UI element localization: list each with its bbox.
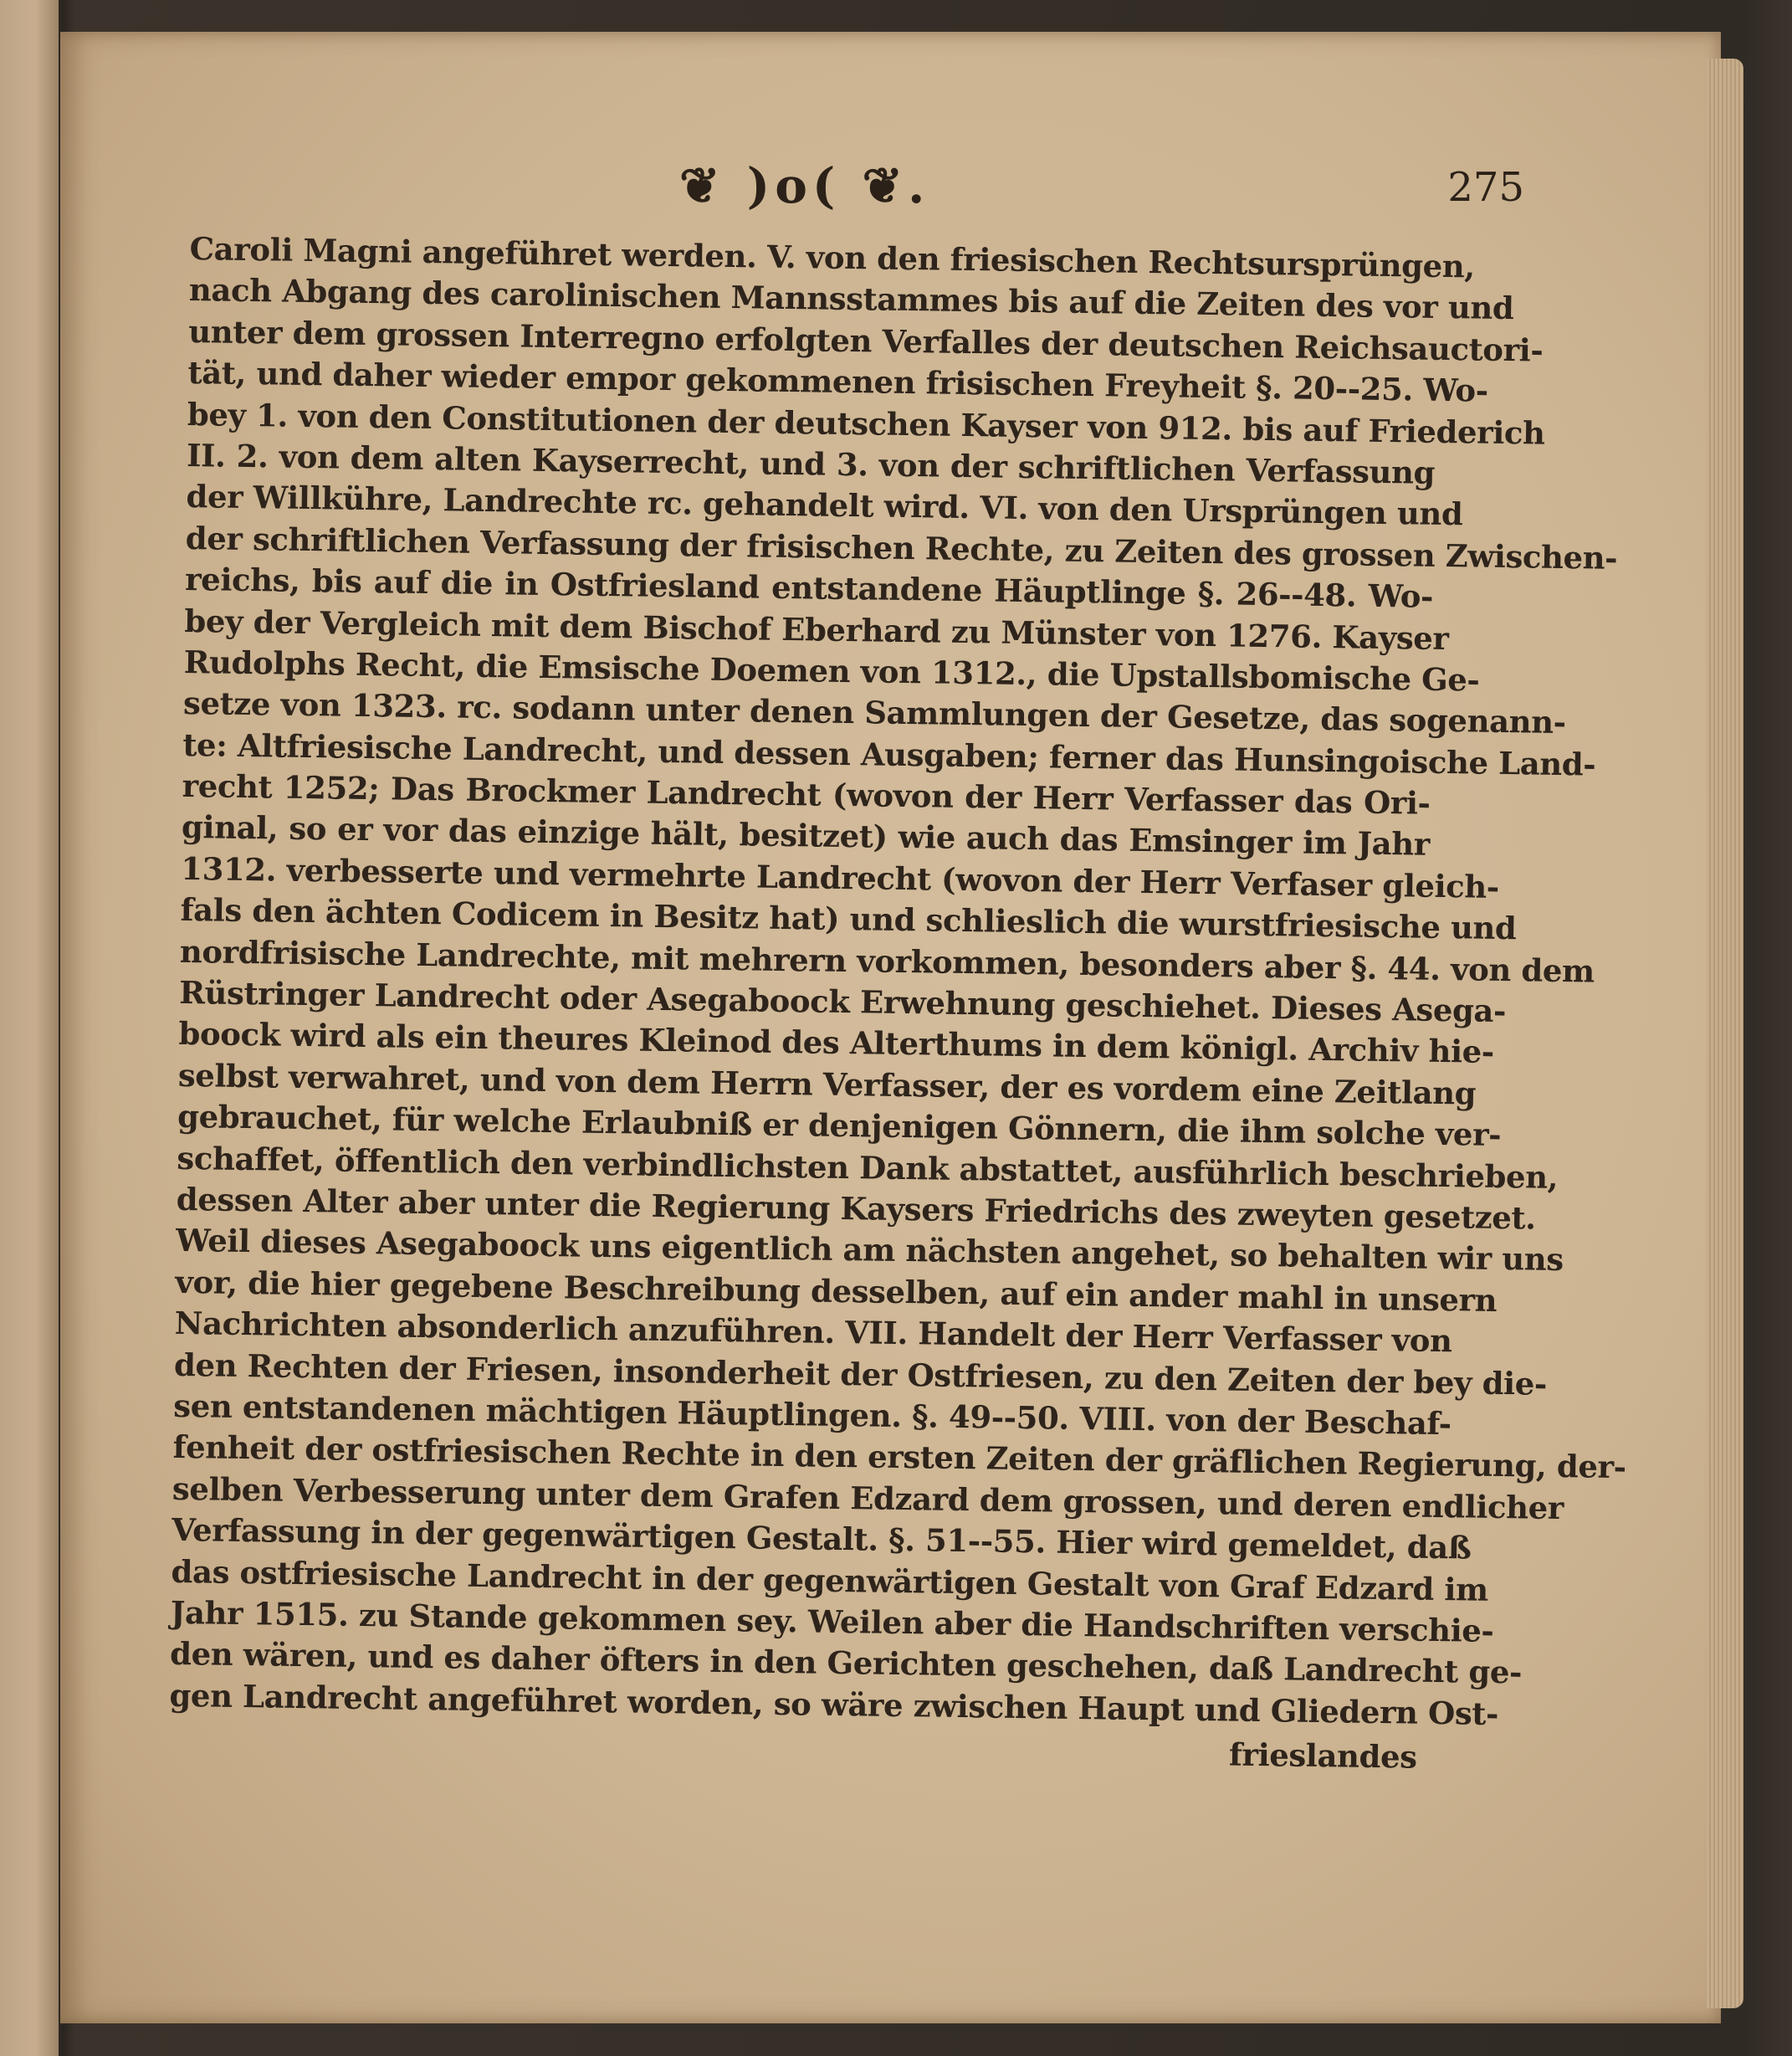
text-line: Nachrichten absonderlich anzuführen. VII. Handelt der Herr Verfasser von (174, 1305, 1452, 1360)
text-line: Rudolphs Recht, die Emsische Doemen von 1312., die Upstallsbomische Ge- (183, 643, 1480, 699)
text-line: Caroli Magni angeführet werden. V. von den friesischen Rechtsursprüngen, (189, 229, 1476, 285)
text-line: den wären, und es daher öfters in den Gerichten geschehen, daß Landrecht ge- (169, 1635, 1523, 1691)
text-line: tät, und daher wieder empor gekommenen frisischen Freyheit §. 20--25. Wo- (187, 354, 1489, 409)
text-line: nach Abgang des carolinischen Mannsstammes bis auf die Zeiten des vor und (188, 271, 1514, 327)
text-line: vor, die hier gegebene Beschreibung desselben, auf ein ander mahl in unsern (175, 1263, 1498, 1319)
text-line: recht 1252; Das Brockmer Landrecht (wovon der Herr Verfasser das Ori- (182, 767, 1431, 822)
text-line: selben Verbesserung unter dem Grafen Edzard dem grossen, und deren endlicher (172, 1469, 1564, 1526)
text-line: Rüstringer Landrecht oder Asegaboock Erwehnung geschiehet. Dieses Asega- (178, 973, 1507, 1030)
text-line: 1312. verbesserte und vermehrte Landrecht (wovon der Herr Verfaser gleich- (181, 849, 1500, 905)
text-line: den Rechten der Friesen, insonderheit der Ostfriesen, zu den Zeiten der bey die- (173, 1346, 1548, 1402)
text-line: bey der Vergleich mit dem Bischof Eberhard zu Münster von 1276. Kayser (184, 602, 1449, 657)
text-line: der Willkühre, Landrechte rc. gehandelt wird. VI. von den Ursprüngen und (186, 478, 1463, 533)
text-line: selbst verwahret, und von dem Herrn Verfasser, der es vordem eine Zeitlang (177, 1056, 1477, 1112)
text-line: das ostfriesische Landrecht in der gegenwärtigen Gestalt von Graf Edzard im (171, 1552, 1489, 1608)
page-header (679, 149, 1524, 224)
text-line: gebrauchet, für welche Erlaubniß er denjenigen Gönnern, die ihm solche ver- (177, 1098, 1502, 1154)
text-line: bey 1. von den Constitutionen der deutschen Kayser von 912. bis auf Friederich (187, 395, 1545, 452)
text-line: nordfrisische Landrechte, mit mehrern vorkommen, besonders aber §. 44. von dem (179, 932, 1595, 990)
facing-page-edge (0, 0, 59, 2056)
text-line: reichs, bis auf die in Ostfriesland entstandene Häuptlinge §. 26--48. Wo- (184, 561, 1434, 615)
header-ornament: ❦ )o( ❦. (679, 157, 930, 214)
text-line: ginal, so er vor das einzige hält, besitzet) wie auch das Emsinger im Jahr (181, 808, 1431, 864)
text-line: Weil dieses Asegaboock uns eigentlich am nächsten angehet, so behalten wir uns (175, 1222, 1564, 1279)
text-line: sen entstandenen mächtigen Häuptlingen. §. 49--50. VIII. von der Beschaf- (173, 1387, 1452, 1443)
text-line: boock wird als ein theures Kleinod des Alterthums in dem königl. Archiv hie- (178, 1015, 1495, 1071)
page-stack-edge (1707, 59, 1743, 2008)
text-line: fals den ächten Codicem in Besitz hat) und schlieslich die wurstfriesische und (180, 891, 1517, 947)
text-line: setze von 1323. rc. sodann unter denen Sammlungen der Gesetze, das sogenann- (182, 684, 1566, 741)
text-line: unter dem grossen Interregno erfolgten Verfalles der deutschen Reichsauctori- (187, 312, 1544, 369)
text-line: fenheit der ostfriesischen Rechte in den ersten Zeiten der gräflichen Regierung, der- (172, 1428, 1626, 1486)
text-line: dessen Alter aber unter die Regierung Kaysers Friedrichs des zweyten gesetzet. (176, 1180, 1536, 1237)
text-line: te: Altfriesische Landrecht, und dessen Ausgaben; ferner das Hunsingoische Land- (182, 725, 1596, 783)
body-text (168, 228, 1626, 1778)
text-line: II. 2. von dem alten Kayserrecht, und 3. von der schriftlichen Verfassung (186, 436, 1436, 491)
text-line: der schriftlichen Verfassung der frisischen Rechte, zu Zeiten des grossen Zwischen- (185, 519, 1618, 577)
text-line: Verfassung in der gegenwärtigen Gestalt. §. 51--55. Hier wird gemeldet, daß (171, 1510, 1472, 1566)
page-number: 275 (1447, 164, 1524, 211)
text-line: Jahr 1515. zu Stande gekommen sey. Weilen aber die Handschriften verschie- (170, 1593, 1494, 1649)
text-line: gen Landrecht angeführet worden, so wäre zwischen Haupt und Gliedern Ost- (169, 1676, 1499, 1732)
text-line: schaffet, öffentlich den verbindlichsten Dank abstattet, ausführlich beschrieben, (177, 1139, 1559, 1196)
book-page (60, 32, 1721, 2023)
catchword: frieslandes (1228, 1736, 1417, 1776)
